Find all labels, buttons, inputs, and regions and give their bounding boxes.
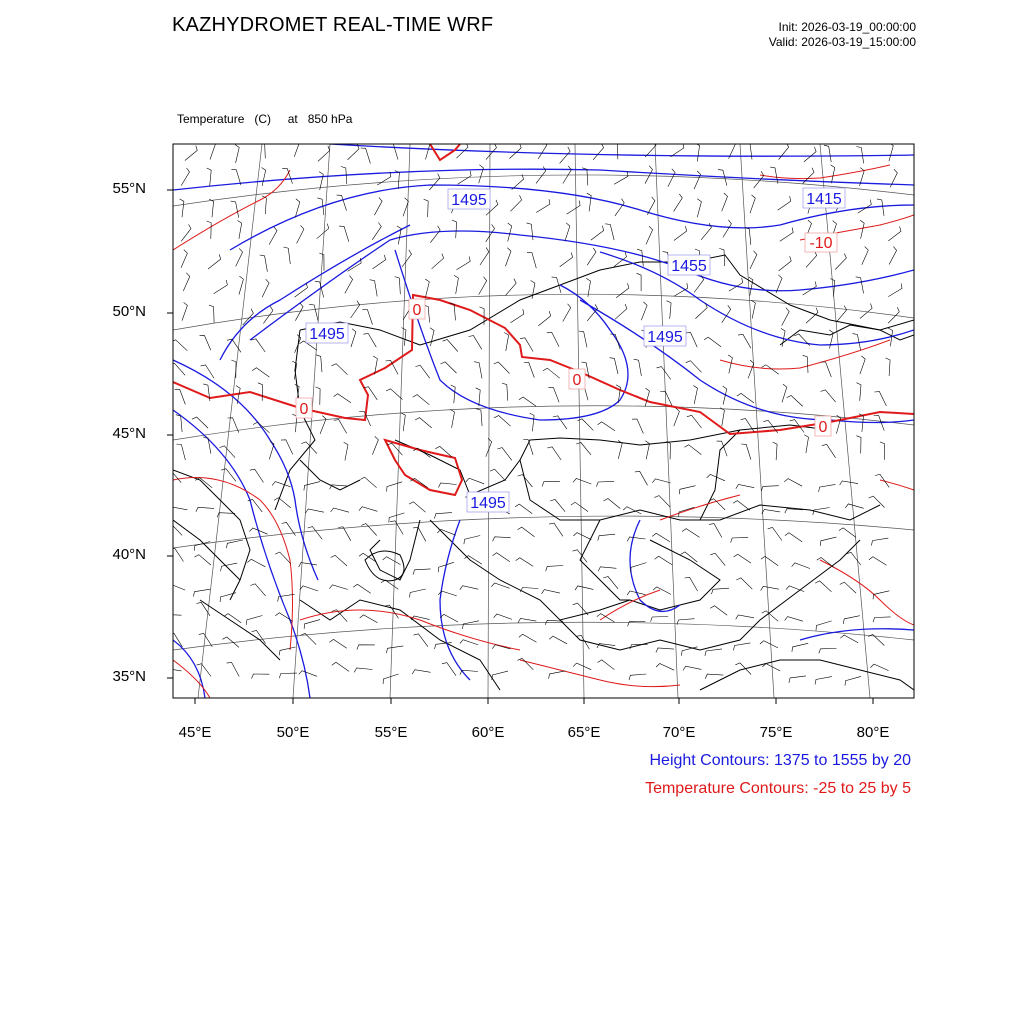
map-title: KAZHYDROMET REAL-TIME WRF <box>172 14 494 36</box>
lat-label: 40°N <box>112 546 146 563</box>
height-label: 1495 <box>470 495 506 512</box>
lon-label: 80°E <box>856 724 890 741</box>
lat-label: 35°N <box>112 668 146 685</box>
lat-label: 50°N <box>112 303 146 320</box>
height-label: 1415 <box>806 191 842 208</box>
height-label: 1455 <box>671 258 707 275</box>
plot-area <box>173 144 914 698</box>
lon-label: 65°E <box>567 724 601 741</box>
temperature-label: 0 <box>412 302 422 319</box>
lon-label: 75°E <box>759 724 793 741</box>
lon-label: 55°E <box>374 724 408 741</box>
init-time: Init: 2026-03-19_00:00:00 <box>778 20 916 34</box>
lat-label: 55°N <box>112 180 146 197</box>
valid-time: Valid: 2026-03-19_15:00:00 <box>768 35 916 49</box>
lon-label: 70°E <box>662 724 696 741</box>
height-label: 1495 <box>451 192 487 209</box>
field-temperature: Temperature (C) at 850 hPa <box>177 112 353 126</box>
lat-label: 45°N <box>112 425 146 442</box>
height-label: 1495 <box>309 326 345 343</box>
height-label: 1495 <box>647 329 683 346</box>
temperature-label: 0 <box>572 372 582 389</box>
lon-label: 60°E <box>471 724 505 741</box>
lon-label: 50°E <box>276 724 310 741</box>
temperature-label: -10 <box>809 235 833 252</box>
lon-label: 45°E <box>178 724 212 741</box>
height-legend: Height Contours: 1375 to 1555 by 20 <box>649 752 911 769</box>
temperature-label: 0 <box>818 419 828 436</box>
temperature-legend: Temperature Contours: -25 to 25 by 5 <box>645 780 911 797</box>
temperature-label: 0 <box>299 401 309 418</box>
